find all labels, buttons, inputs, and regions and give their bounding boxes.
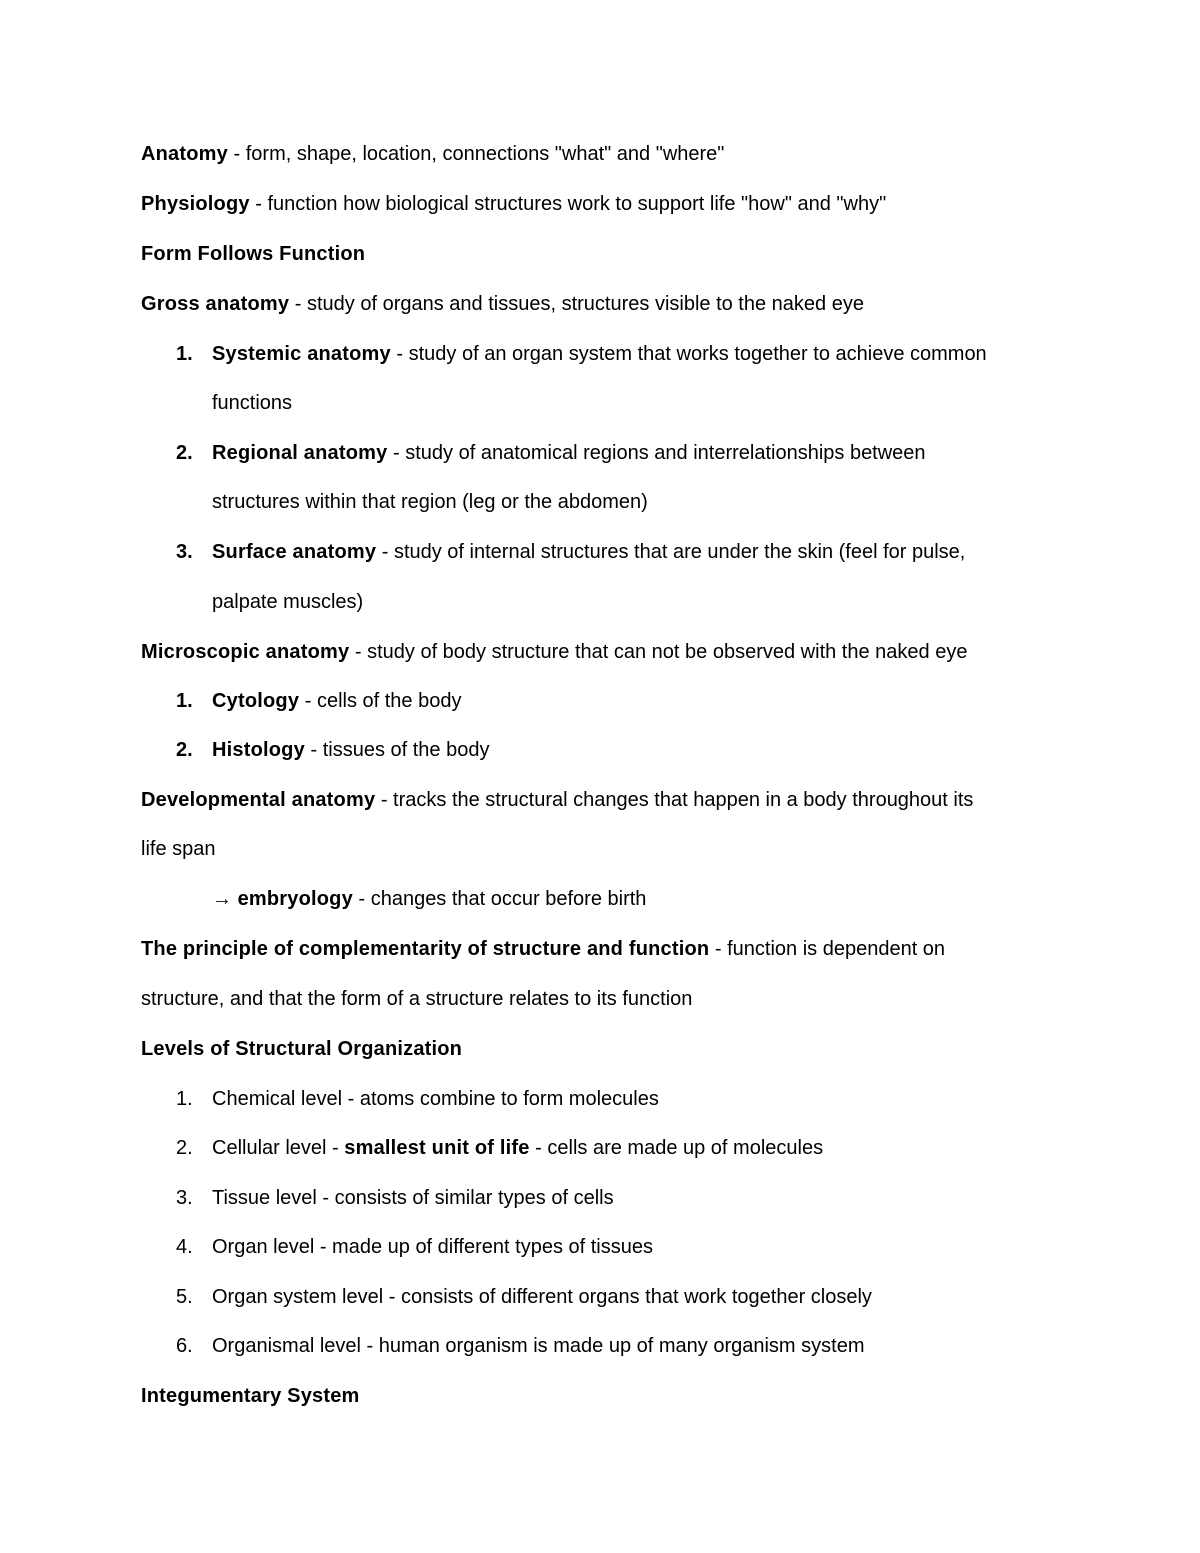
arrow-icon: → [212, 888, 238, 910]
list-item [176, 689, 461, 713]
definition-text: - study of an organ system that works together to achieve common [390, 343, 987, 365]
heading-levels-of-structural-organization: Levels of Structural Organization [141, 1038, 463, 1060]
list-item [176, 1334, 864, 1358]
term-surface-anatomy: Surface anatomy [212, 541, 377, 563]
term-cytology: Cytology [212, 690, 300, 712]
list-item [176, 1087, 659, 1111]
definition-text: - function how biological structures work to support life "how" and "why" [249, 193, 887, 215]
list-item-text: Organ level - made up of different types of tissues [212, 1236, 653, 1258]
list-item-text: Organ system level - consists of different organs that work together closely [212, 1286, 872, 1308]
definition-text: - study of organs and tissues, structures visible to the naked eye [289, 293, 864, 315]
heading-form-follows-function: Form Follows Function [141, 243, 366, 265]
list-item-text: - cells are made up of molecules [529, 1137, 824, 1159]
list-item-text: Chemical level - atoms combine to form molecules [212, 1088, 659, 1110]
list-item [176, 540, 965, 564]
list-item [176, 1235, 653, 1259]
term-systemic-anatomy: Systemic anatomy [212, 343, 391, 365]
definition-text: - tissues of the body [304, 739, 490, 761]
list-item-text: Tissue level - consists of similar types of cells [212, 1187, 614, 1209]
term-principle-of-complementarity: The principle of complementarity of structure and function [141, 938, 710, 960]
gross-anatomy-definition [141, 292, 864, 316]
list-number: 4. [176, 1236, 193, 1258]
list-item-continuation: structures within that region (leg or the abdomen) [212, 491, 648, 513]
list-item-continuation: palpate muscles) [212, 591, 364, 613]
list-item-text: Organismal level - human organism is made up of many organism system [212, 1335, 865, 1357]
heading-integumentary-system: Integumentary System [141, 1385, 360, 1407]
anatomy-definition [141, 142, 724, 166]
definition-continuation: structure, and that the form of a structure relates to its function [141, 988, 693, 1010]
embryology-definition [212, 887, 646, 911]
definition-text: - cells of the body [299, 690, 462, 712]
list-item [176, 441, 926, 465]
list-item [176, 738, 489, 762]
term-histology: Histology [212, 739, 305, 761]
list-item [176, 1285, 872, 1309]
developmental-anatomy-definition [141, 788, 973, 812]
list-number: 2. [176, 1137, 193, 1159]
definition-text: - study of anatomical regions and interrelationships between [387, 442, 926, 464]
term-smallest-unit-of-life: smallest unit of life [344, 1137, 530, 1159]
term-regional-anatomy: Regional anatomy [212, 442, 388, 464]
list-number: 3. [176, 1187, 193, 1209]
term-embryology: embryology [237, 888, 353, 910]
term-developmental-anatomy: Developmental anatomy [141, 789, 376, 811]
physiology-definition [141, 192, 886, 216]
list-number: 1. [176, 343, 193, 365]
definition-text: - tracks the structural changes that happen in a body throughout its [375, 789, 974, 811]
definition-continuation: life span [141, 838, 216, 860]
definition-text: - changes that occur before birth [352, 888, 647, 910]
microscopic-anatomy-definition [141, 640, 967, 664]
list-item [176, 1136, 823, 1160]
term-microscopic-anatomy: Microscopic anatomy [141, 641, 350, 663]
list-number: 5. [176, 1286, 193, 1308]
definition-text: - study of internal structures that are under the skin (feel for pulse, [376, 541, 966, 563]
list-item [176, 1186, 614, 1210]
list-item-continuation: functions [212, 392, 293, 414]
term-physiology: Physiology [141, 193, 250, 215]
list-number: 3. [176, 541, 193, 563]
list-number: 6. [176, 1335, 193, 1357]
list-number: 2. [176, 739, 193, 761]
term-gross-anatomy: Gross anatomy [141, 293, 290, 315]
principle-definition [141, 937, 945, 961]
list-number: 1. [176, 1088, 193, 1110]
definition-text: - function is dependent on [709, 938, 946, 960]
definition-text: - form, shape, location, connections "what" and "where" [227, 143, 725, 165]
list-item-text: Cellular level - [212, 1137, 345, 1159]
list-number: 2. [176, 442, 193, 464]
list-item [176, 342, 987, 366]
list-number: 1. [176, 690, 193, 712]
term-anatomy: Anatomy [141, 143, 228, 165]
definition-text: - study of body structure that can not be observed with the naked eye [349, 641, 968, 663]
